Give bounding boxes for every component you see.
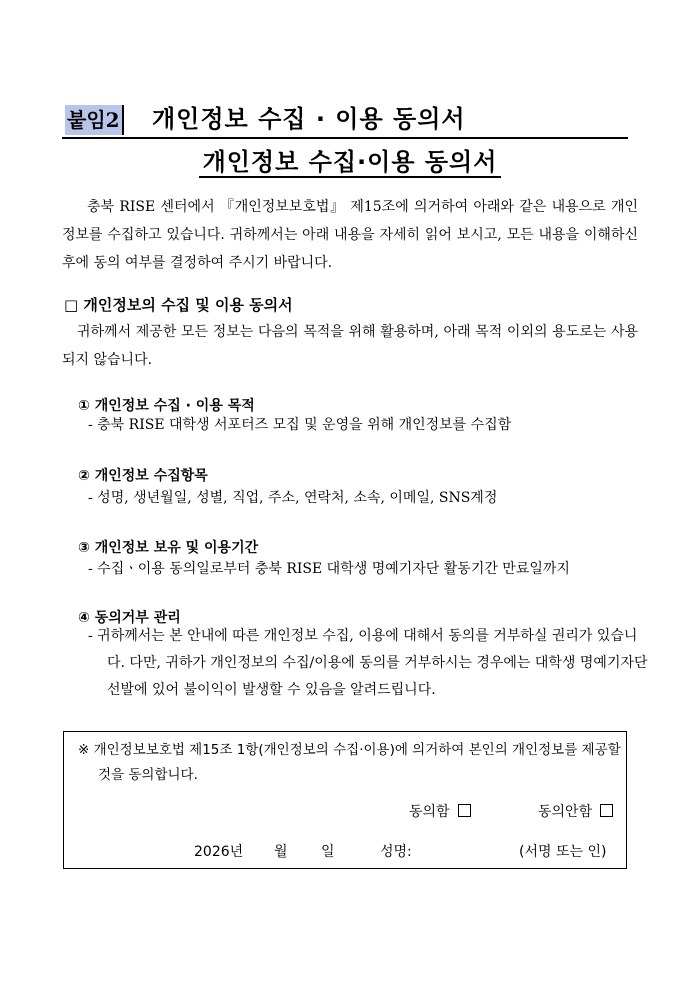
section-heading: □ 개인정보의 수집 및 이용 동의서 bbox=[64, 296, 293, 314]
item-purpose-heading: ① 개인정보 수집 · 이용 목적 bbox=[78, 398, 255, 414]
intro-paragraph: 충북 RISE 센터에서 『개인정보보호법』 제15조에 의거하여 아래와 같은 내용으로 개인정보를 수집하고 있습니다. 귀하께서는 아래 내용을 자세히 읽어 보시고, 모든 내용을 이해하신 후에 동의 여부를 결정하여 주시기 바랍니다. bbox=[62, 199, 638, 271]
item-purpose-body: - 충북 RISE 대학생 서포터즈 모집 및 운영을 위해 개인정보를 수집함 bbox=[88, 417, 512, 433]
item-fields-body: - 성명, 생년월일, 성별, 직업, 주소, 연락처, 소속, 이메일, SNS계정 bbox=[88, 490, 498, 506]
document-title-text: 개인정보 수집·이용 동의서 bbox=[199, 148, 502, 178]
consent-box bbox=[63, 731, 627, 869]
disagree-label: 동의안함 bbox=[538, 804, 593, 820]
agree-checkbox[interactable] bbox=[458, 804, 471, 817]
year-label: 2026년 bbox=[194, 844, 244, 860]
disagree-checkbox[interactable] bbox=[600, 804, 613, 817]
agree-option[interactable] bbox=[409, 802, 471, 822]
item-fields-heading: ② 개인정보 수집항목 bbox=[78, 468, 208, 484]
item-refusal-body: - 귀하께서는 본 안내에 따른 개인정보 수집, 이용에 대해서 동의를 거부하실 권리가 있습니다. 다만, 귀하가 개인정보의 수집/이용에 동의를 거부하시는 경우에는 대학생 명예기자단 선발에 있어 불이익이 발생할 수 있음을 알려드립니다. bbox=[88, 628, 648, 698]
section-body: 귀하께서 제공한 모든 정보는 다음의 목적을 위해 활용하며, 아래 목적 이외의 용도로는 사용되지 않습니다. bbox=[62, 324, 638, 368]
disagree-option[interactable] bbox=[538, 802, 613, 822]
month-label: 월 bbox=[274, 844, 288, 860]
name-label: 성명: bbox=[380, 844, 412, 860]
signature-label: (서명 또는 인) bbox=[519, 844, 607, 860]
document-title bbox=[0, 146, 700, 178]
day-label: 일 bbox=[321, 844, 335, 860]
item-refusal-heading: ④ 동의거부 관리 bbox=[78, 610, 181, 626]
attachment-header bbox=[62, 103, 628, 139]
attachment-badge: 붙임2 bbox=[65, 105, 124, 135]
agree-label: 동의함 bbox=[409, 804, 450, 820]
item-retention-heading: ③ 개인정보 보유 및 이용기간 bbox=[78, 540, 259, 556]
attachment-title: 개인정보 수집 · 이용 동의서 bbox=[152, 105, 466, 133]
consent-statement: ※ 개인정보보호법 제15조 1항(개인정보의 수집·이용)에 의거하여 본인의 개인정보를 제공할 것을 동의합니다. bbox=[78, 742, 621, 783]
item-retention-body: - 수집ㆍ이용 동의일로부터 충북 RISE 대학생 명예기자단 활동기간 만료일까지 bbox=[88, 561, 570, 577]
